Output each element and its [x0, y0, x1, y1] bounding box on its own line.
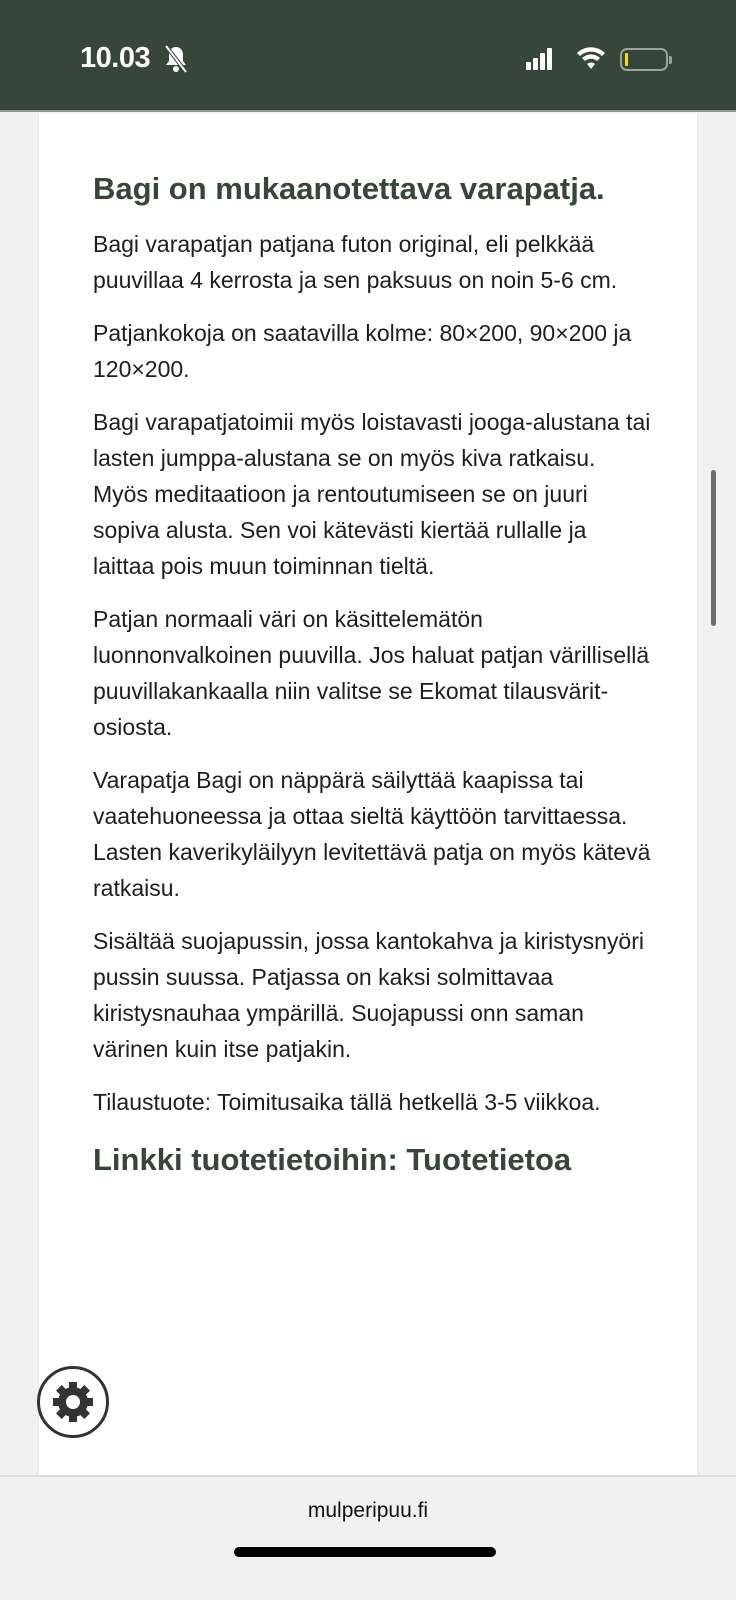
- paragraph: Bagi varapatjan patjana futon original, eli pelkkää puuvillaa 4 kerrosta ja sen paksuus on noin 5-6 cm.: [93, 231, 618, 293]
- clock: 10.03: [80, 42, 151, 74]
- scrollbar[interactable]: [711, 470, 716, 626]
- paragraph: Patjan normaali väri on käsittelemätön luonnonvalkoinen puuvilla. Jos haluat patjan värillisellä puuvillakankaalla niin valitse se Ekomat tilausvärit-osiosta.: [93, 606, 650, 740]
- status-bar: [0, 0, 736, 112]
- battery-icon: [620, 48, 668, 71]
- url-bar[interactable]: mulperipuu.fi: [307, 1499, 429, 1522]
- settings-button[interactable]: [37, 1366, 109, 1438]
- browser-bottom-bar: [0, 1475, 736, 1600]
- wifi-icon: [576, 46, 606, 70]
- home-indicator[interactable]: [234, 1547, 496, 1557]
- article-card: [38, 114, 698, 1514]
- paragraph: Patjankokoja on saatavilla kolme: 80×200, 90×200 ja 120×200.: [93, 320, 632, 382]
- gear-icon: [51, 1380, 95, 1424]
- paragraph: Tilaustuote: Toimitusaika tällä hetkellä 3-5 viikkoa.: [93, 1089, 601, 1115]
- product-link-heading[interactable]: Linkki tuotetietoihin: Tuotetietoa: [93, 1142, 572, 1177]
- paragraph: Bagi varapatjatoimii myös loistavasti jooga-alustana tai lasten jumppa-alustana se on myös kiva ratkaisu. Myös meditaatioon ja rentoutumiseen se on juuri sopiva alusta. Sen voi kätevästi kiertää rullalle ja laittaa pois muun toiminnan tieltä.: [93, 409, 651, 579]
- bell-muted-icon: [164, 44, 188, 74]
- article-heading: Bagi on mukaanotettava varapatja.: [93, 171, 605, 206]
- paragraph: Varapatja Bagi on näppärä säilyttää kaapissa tai vaatehuoneessa ja ottaa sieltä käyttöön tarvittaessa. Lasten kaverikyläilyyn levitettävä patja on myös kätevä ratkaisu.: [93, 767, 651, 901]
- signal-icon: [526, 48, 554, 70]
- paragraph: Sisältää suojapussin, jossa kantokahva ja kiristysnyöri pussin suussa. Patjassa on kaksi solmittavaa kiristysnauhaa ympärillä. Suojapussi onn saman värinen kuin itse patjakin.: [93, 928, 644, 1062]
